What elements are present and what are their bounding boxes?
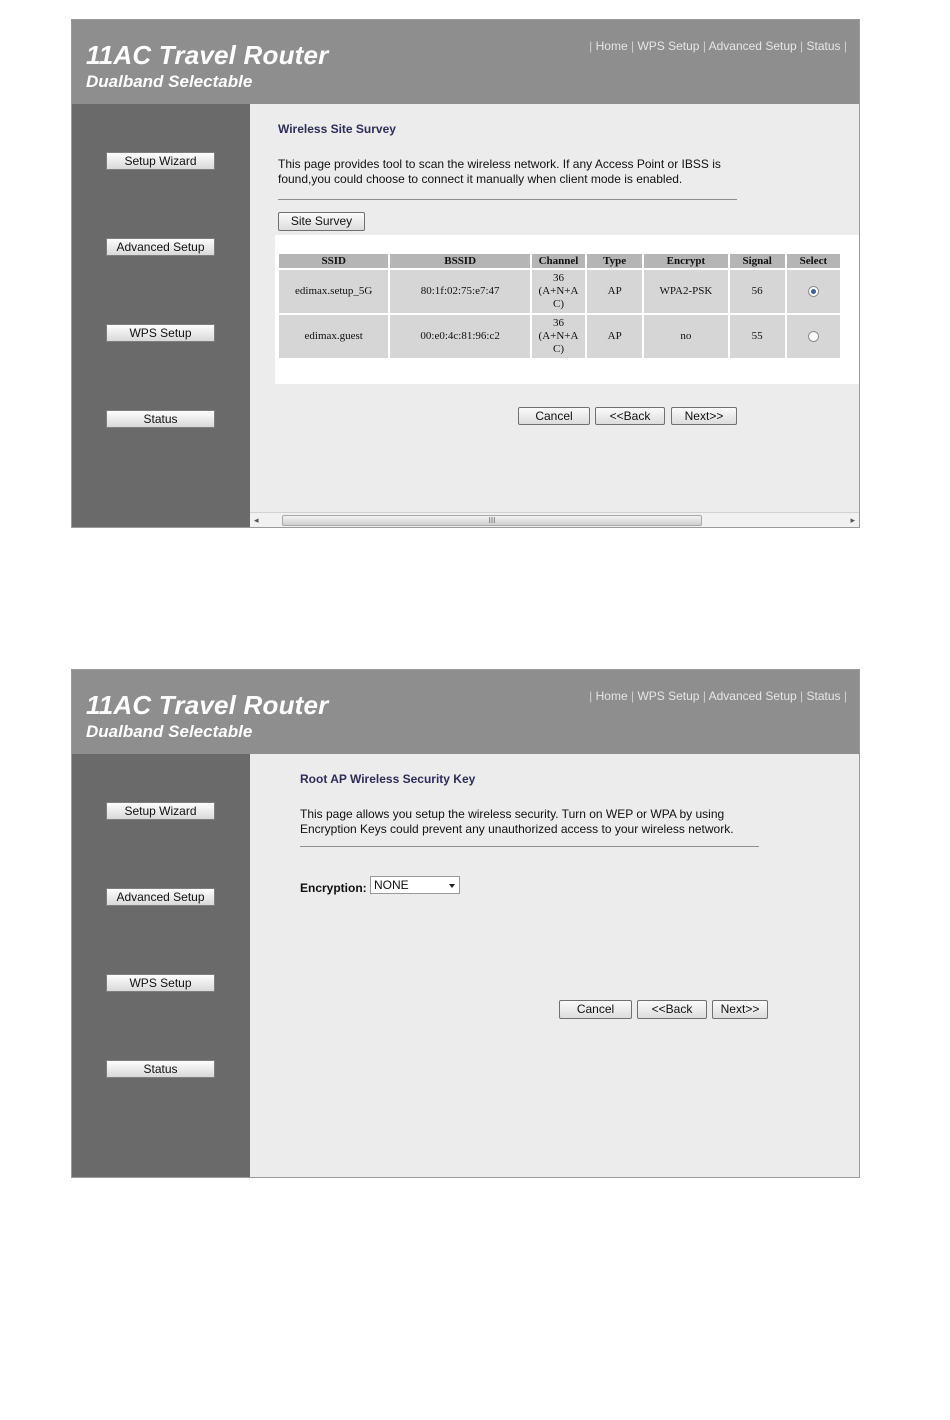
table-row: [279, 315, 840, 358]
site-survey-button[interactable]: Site Survey: [278, 212, 365, 231]
page-description: This page provides tool to scan the wireless network. If any Access Point or IBSS is found,you could choose to connect it manually when client mode is enabled.: [278, 157, 721, 186]
cell-ssid: edimax.guest: [279, 315, 388, 358]
cell-signal: 55: [730, 315, 785, 358]
cell-select: [787, 315, 840, 358]
nav-link-home[interactable]: Home: [595, 39, 628, 53]
horizontal-scrollbar[interactable]: [250, 512, 859, 527]
cell-select: [787, 270, 840, 313]
divider: [300, 846, 759, 847]
back-button[interactable]: <<Back: [595, 407, 665, 425]
nav-link-advanced-setup[interactable]: Advanced Setup: [708, 39, 797, 53]
main-content: [250, 104, 859, 527]
security-key-screen: [71, 669, 860, 1178]
nav-link-home[interactable]: Home: [595, 689, 628, 703]
table-header-row: [279, 254, 840, 268]
next-button[interactable]: Next>>: [671, 407, 737, 425]
cell-bssid: 80:1f:02:75:e7:47: [390, 270, 530, 313]
cell-encrypt: no: [644, 315, 727, 358]
col-header-encrypt: Encrypt: [644, 254, 727, 268]
next-button[interactable]: Next>>: [712, 1000, 768, 1019]
cell-encrypt: WPA2-PSK: [644, 270, 727, 313]
encryption-label: Encryption:: [300, 881, 367, 895]
sidebar: [72, 104, 250, 528]
cancel-button[interactable]: Cancel: [518, 407, 590, 425]
col-header-select: Select: [787, 254, 840, 268]
brand-title: 11AC Travel Router: [86, 690, 329, 720]
page-description: This page allows you setup the wireless security. Turn on WEP or WPA by using Encryption Keys could prevent any unauthorized access to your wireless network.: [300, 807, 734, 836]
encryption-select[interactable]: NONE: [370, 876, 460, 894]
header-banner: [72, 670, 859, 754]
select-radio[interactable]: [808, 331, 819, 342]
cell-type: AP: [587, 315, 642, 358]
advanced-setup-button[interactable]: Advanced Setup: [106, 888, 215, 906]
col-header-signal: Signal: [730, 254, 785, 268]
scroll-left-arrow-icon[interactable]: ◂: [254, 515, 259, 525]
survey-table-panel: [275, 235, 859, 384]
header-banner: [72, 20, 859, 104]
wps-setup-button[interactable]: WPS Setup: [106, 974, 215, 992]
nav-link-advanced-setup[interactable]: Advanced Setup: [708, 689, 797, 703]
brand-subtitle: Dualband Selectable: [86, 72, 253, 91]
main-content: [250, 754, 859, 1177]
cell-channel: 36 (A+N+A C): [532, 315, 585, 358]
cancel-button[interactable]: Cancel: [559, 1000, 632, 1019]
wps-setup-button[interactable]: WPS Setup: [106, 324, 215, 342]
select-radio-selected[interactable]: [808, 286, 819, 297]
status-button[interactable]: Status: [106, 410, 215, 428]
page-title: Root AP Wireless Security Key: [300, 772, 476, 786]
setup-wizard-button[interactable]: Setup Wizard: [106, 152, 215, 170]
chevron-down-icon: [449, 884, 455, 888]
nav-link-status[interactable]: Status: [806, 689, 841, 703]
scrollbar-thumb[interactable]: III: [282, 515, 702, 526]
back-button[interactable]: <<Back: [637, 1000, 707, 1019]
table-row: [279, 270, 840, 313]
brand-title: 11AC Travel Router: [86, 40, 329, 70]
top-nav: | Home | WPS Setup | Advanced Setup | Status |: [589, 39, 847, 53]
col-header-bssid: BSSID: [390, 254, 530, 268]
cell-signal: 56: [730, 270, 785, 313]
nav-link-wps-setup[interactable]: WPS Setup: [637, 39, 700, 53]
cell-ssid: edimax.setup_5G: [279, 270, 388, 313]
cell-bssid: 00:e0:4c:81:96:c2: [390, 315, 530, 358]
site-survey-screen: [71, 19, 860, 528]
brand-subtitle: Dualband Selectable: [86, 722, 253, 741]
cell-channel: 36 (A+N+A C): [532, 270, 585, 313]
cell-type: AP: [587, 270, 642, 313]
col-header-channel: Channel: [532, 254, 585, 268]
setup-wizard-button[interactable]: Setup Wizard: [106, 802, 215, 820]
status-button[interactable]: Status: [106, 1060, 215, 1078]
survey-table: [277, 252, 842, 360]
scroll-right-arrow-icon[interactable]: ▸: [850, 515, 855, 525]
sidebar: [72, 754, 250, 1178]
col-header-type: Type: [587, 254, 642, 268]
advanced-setup-button[interactable]: Advanced Setup: [106, 238, 215, 256]
divider: [278, 199, 737, 200]
top-nav: | Home | WPS Setup | Advanced Setup | Status |: [589, 689, 847, 703]
page-title: Wireless Site Survey: [278, 122, 396, 136]
col-header-ssid: SSID: [279, 254, 388, 268]
nav-link-wps-setup[interactable]: WPS Setup: [637, 689, 700, 703]
nav-link-status[interactable]: Status: [806, 39, 841, 53]
